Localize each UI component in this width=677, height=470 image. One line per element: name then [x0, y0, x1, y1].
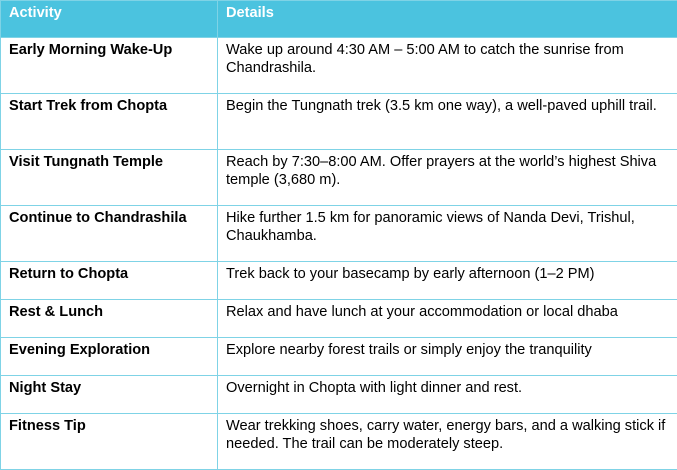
activity-cell: Evening Exploration: [1, 338, 218, 376]
activity-cell: Visit Tungnath Temple: [1, 150, 218, 206]
details-cell: Relax and have lunch at your accommodation or local dhaba: [218, 300, 677, 338]
activity-cell: Continue to Chandrashila: [1, 206, 218, 262]
table-row: [1, 38, 677, 94]
table-row: [1, 300, 677, 338]
table-header-row: [1, 1, 677, 38]
details-cell: Explore nearby forest trails or simply enjoy the tranquility: [218, 338, 677, 376]
table-row: [1, 94, 677, 150]
activity-cell: Return to Chopta: [1, 262, 218, 300]
table-row: [1, 376, 677, 414]
activity-cell: Night Stay: [1, 376, 218, 414]
details-cell: Begin the Tungnath trek (3.5 km one way), a well-paved uphill trail.: [218, 94, 677, 150]
details-cell: Trek back to your basecamp by early afternoon (1–2 PM): [218, 262, 677, 300]
header-activity: Activity: [1, 1, 218, 38]
table-row: [1, 414, 677, 470]
activity-cell: Rest & Lunch: [1, 300, 218, 338]
header-details: Details: [218, 1, 677, 38]
table-row: [1, 206, 677, 262]
table-row: [1, 338, 677, 376]
details-cell: Hike further 1.5 km for panoramic views of Nanda Devi, Trishul, Chaukhamba.: [218, 206, 677, 262]
details-cell: Overnight in Chopta with light dinner and rest.: [218, 376, 677, 414]
table-row: [1, 262, 677, 300]
details-cell: Wake up around 4:30 AM – 5:00 AM to catch the sunrise from Chandrashila.: [218, 38, 677, 94]
table-row: [1, 150, 677, 206]
details-cell: Wear trekking shoes, carry water, energy bars, and a walking stick if needed. The trail can be moderately steep.: [218, 414, 677, 470]
details-cell: Reach by 7:30–8:00 AM. Offer prayers at the world’s highest Shiva temple (3,680 m).: [218, 150, 677, 206]
activity-cell: Fitness Tip: [1, 414, 218, 470]
activity-cell: Early Morning Wake-Up: [1, 38, 218, 94]
activity-cell: Start Trek from Chopta: [1, 94, 218, 150]
